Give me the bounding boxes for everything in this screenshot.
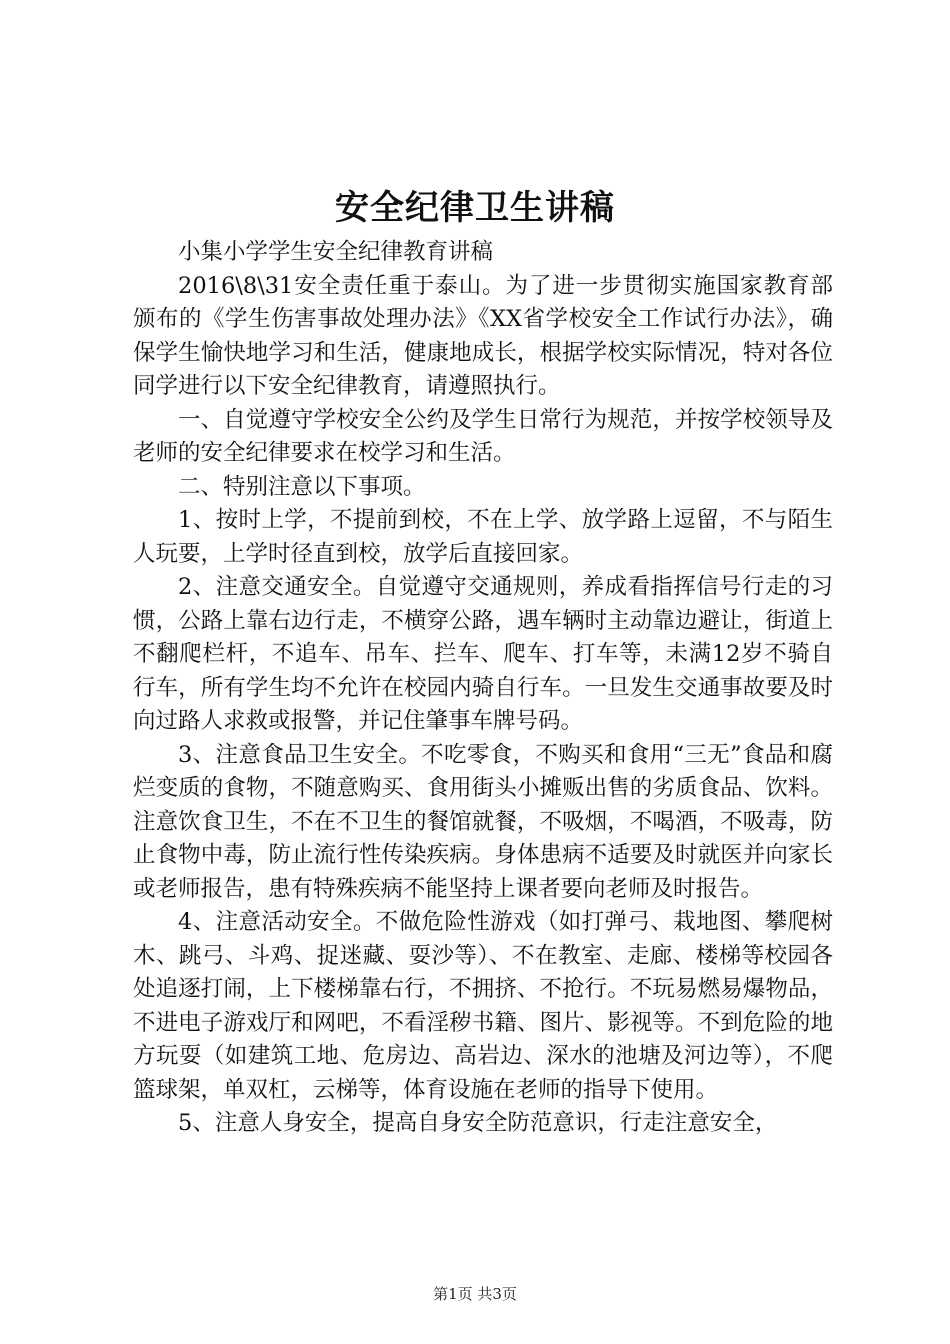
paragraph-rule-2: 二、特别注意以下事项。 (178, 473, 426, 500)
paragraph-item-4: 4、注意活动安全。不做危险性游戏（如打弹弓、栽地图、攀爬树木、跳弓、斗鸡、捉迷藏、耍沙等）、不在教室、走廊、楼梯等校园各处追逐打闹，上下楼梯靠右行，不拥挤、不抢行。不玩易燃易爆物品，不进电子游戏厅和网吧，不看淫秽书籍、图片、影视等。不到危险的地方玩耍（如建筑工地、危房边、高岩边、深水的池塘及河边等），不爬篮球架，单双杠，云梯等，体育设施在老师的指导下使用。 (133, 909, 833, 1103)
paragraph-item-1: 1、按时上学，不提前到校，不在上学、放学路上逗留，不与陌生人玩要，上学时径直到校，放学后直接回家。 (133, 507, 833, 567)
paragraph-heading: 小集小学学生安全纪律教育讲稿 (178, 239, 494, 265)
page-number-footer: 第1页 共3页 (433, 1285, 517, 1303)
document-title: 安全纪律卫生讲稿 (335, 188, 615, 228)
paragraph-intro: 2016\8\31安全责任重于泰山。为了进一步贯彻实施国家教育部颁布的《学生伤害事故处理办法》《XX省学校安全工作试行办法》，确保学生愉快地学习和生活，健康地成长，根据学校实际情况，特对各位同学进行以下安全纪律教育，请遵照执行。 (133, 272, 833, 399)
paragraph-rule-1: 一、自觉遵守学校安全公约及学生日常行为规范，并按学校领导及老师的安全纪律要求在校学习和生活。 (133, 406, 833, 466)
document-body (133, 236, 833, 1141)
paragraph-item-5: 5、注意人身安全，提高自身安全防范意识，行走注意安全， (178, 1110, 778, 1136)
paragraph-item-2: 2、注意交通安全。自觉遵守交通规则，养成看指挥信号行走的习惯，公路上靠右边行走，不横穿公路，遇车辆时主动靠边避让，街道上不翻爬栏杆，不追车、吊车、拦车、爬车、打车等，未满12岁不骑自行车，所有学生均不允许在校园内骑自行车。一旦发生交通事故要及时向过路人求救或报警，并记住肇事车牌号码。 (133, 574, 833, 734)
paragraph-item-3: 3、注意食品卫生安全。不吃零食，不购买和食用“三无”食品和腐烂变质的食物，不随意购买、食用街头小摊贩出售的劣质食品、饮料。注意饮食卫生，不在不卫生的餐馆就餐，不吸烟，不喝酒，不吸毒，防止食物中毒，防止流行性传染疾病。身体患病不适要及时就医并向家长或老师报告，患有特殊疾病不能坚持上课者要向老师及时报告。 (133, 741, 833, 902)
